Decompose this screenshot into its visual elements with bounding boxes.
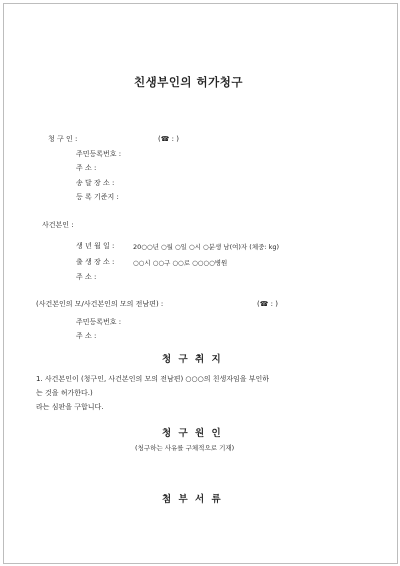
claimant-registry-label: 등 록 기준지 : bbox=[76, 193, 119, 201]
claimant-phone: (☎ : ) bbox=[158, 135, 179, 143]
subject-birthdate-label: 생 년 월 일 : bbox=[76, 242, 115, 250]
cause-note: (청구하는 사유를 구체적으로 기재) bbox=[135, 444, 235, 452]
spouse-phone: (☎ : ) bbox=[257, 300, 278, 308]
claimant-rrn-label: 주민등록번호 : bbox=[76, 150, 122, 158]
spouse-address-label: 주 소 : bbox=[76, 332, 97, 340]
subject-address-label: 주 소 : bbox=[76, 273, 97, 281]
claimant-label: 청 구 인 : bbox=[48, 135, 78, 143]
subject-label: 사건본인 : bbox=[42, 221, 74, 229]
attachments-heading: 첨 부 서 류 bbox=[162, 494, 223, 505]
purpose-line-1: 1. 사건본인이 (청구인, 사건본인의 모의 전남편) ○○○의 친생자임을 부인하 bbox=[36, 375, 270, 383]
spouse-rrn-label: 주민등록번호 : bbox=[76, 318, 122, 326]
subject-birthdate-value: 20○○년 ○월 ○일 ○시 ○분생 남(여)자 (체중: kg) bbox=[133, 243, 280, 251]
purpose-heading: 청 구 취 지 bbox=[162, 354, 223, 365]
claimant-address-label: 주 소 : bbox=[76, 164, 97, 172]
purpose-line-3: 라는 심판을 구합니다. bbox=[36, 403, 104, 411]
claimant-delivery-label: 송 달 장 소 : bbox=[76, 179, 115, 187]
purpose-line-2: 는 것을 허가한다.) bbox=[36, 389, 93, 397]
cause-heading: 청 구 원 인 bbox=[162, 428, 223, 439]
subject-birthplace-value: ○○시 ○○구 ○○로 ○○○○병원 bbox=[133, 259, 228, 267]
spouse-label: (사건본인의 모/사건본인의 모의 전남편) : bbox=[36, 300, 164, 308]
document-title: 친생부인의 허가청구 bbox=[134, 75, 243, 89]
subject-birthplace-label: 출 생 장 소 : bbox=[76, 258, 115, 266]
